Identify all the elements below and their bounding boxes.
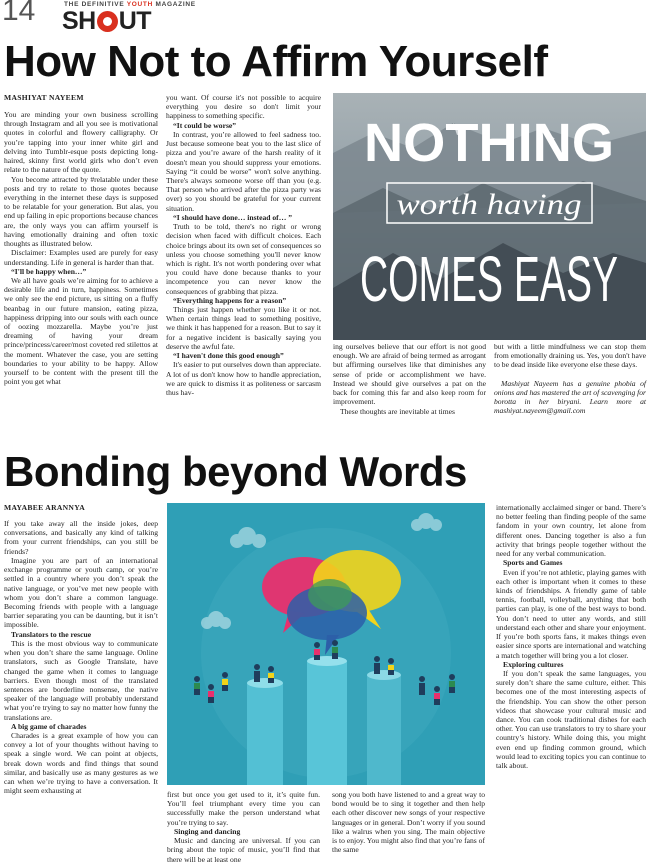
mountain-quote-image <box>333 93 646 340</box>
paragraph: ing ourselves believe that our effort is not good enough. We are afraid of being termed as arrogant but affirming ourselves like that diminishes any sense of pride or accomplishment we have. Instead we should give ourselves a pat on the back for coming this far and also keep room for improvement. <box>333 342 486 407</box>
article1-title: How Not to Affirm Yourself <box>4 37 548 86</box>
image-quote-line1: NOTHING <box>364 113 614 173</box>
paragraph: but with a little mindfulness we can stop them from emotionally draining us. Yes, you don't have to be dead inside like everyone else these days. <box>494 342 646 370</box>
paragraph: It's easier to put ourselves down than appreciate. A lot of us don't know how to handle appreciation, we are quick to dismiss it as politeness or sarcasm thus hav- <box>166 360 321 397</box>
magazine-tagline: THE DEFINITIVE YOUTH MAGAZINE <box>64 1 196 8</box>
paragraph: Music and dancing are universal. If you can bring about the topic of music, you’ll find that there will be at least one <box>167 836 320 864</box>
paragraph: Disclaimer: Examples used are purely for easy understanding. Life in general is harder than that. <box>4 248 158 267</box>
article1-image <box>333 93 646 340</box>
paragraph: In contrast, you’re allowed to feel sadness too. Just because someone beat you to the last slice of pizza and you’re aware of the harsh reality of it doesn't mean you should suppress your emotions. Saying “it could be worse” won't solve anything. There's always someone worse off than you (e.g. That person who arrived after the pizza party was over) so you should be grateful for your current situation. <box>166 129 321 213</box>
article1-col2 <box>166 93 321 435</box>
paragraph: Things just happen whether you like it or not. When certain things lead to something positive, we think it has happened for a reason. But to say it for a negative incident is basically saying you deserve the awful fate. <box>166 305 321 351</box>
subheading: “I'll be happy when…” <box>11 266 87 276</box>
logo-target-icon <box>97 11 118 32</box>
article2-title: Bonding beyond Words <box>4 448 467 495</box>
speech-bubbles-people-illustration <box>167 503 485 785</box>
paragraph: Even if you’re not athletic, playing games with each other is important when it comes to these kinds of friendships. A friendly game of table tennis, football, volleyball, anything that both parties can play, is one of the best ways to bond. You don’t need to utter any words, and still understand each other and share your enjoyment. If you’re both sports fans, it makes things even easier since sports are international and watching a match together will bring you a lot closer. <box>496 567 646 660</box>
article1-col1 <box>4 110 158 435</box>
article2-image <box>167 503 485 785</box>
magazine-logo: SH UT <box>62 6 152 35</box>
subheading: “Everything happens for a reason” <box>173 295 287 305</box>
paragraph: internationally acclaimed singer or band. There’s no better feeling than finding people of the same fandom in your own country, let alone from different ones. Dancing together is also a fun activity that brings people together without the need for any verbal communication. <box>496 503 646 559</box>
paragraph: If you take away all the inside jokes, deep conversations, and basically any kind of talking from your current friendships, can you still be friends? <box>4 519 158 556</box>
subheading: Exploring cultures <box>503 659 564 669</box>
article2-col1 <box>4 519 158 844</box>
article2-col2 <box>167 790 320 864</box>
paragraph: You become attracted by #relatable under these posts and try to relate to those quotes because everything in the internet these days is supposed to be relatable for your generation. But alas, you end up failing in epic proportions because chances are, the only ways you can affirm yourself is having emotionally draining and often toxic thoughts as illustrated below. <box>4 174 158 249</box>
paragraph: Imagine you are part of an international exchange programme or youth camp, or you’re settled in a country where you don’t speak the native language, or you’ve met new people with whom you don’t share a common language. Becoming friends with people with a language barrier separating you can be daunting, but it isn’t impossible. <box>4 555 158 630</box>
paragraph: These thoughts are inevitable at times <box>340 406 455 416</box>
page-number: 14 <box>2 0 36 27</box>
paragraph: first but once you get used to it, it’s quite fun. You’ll feel triumphant every time you can successfully make the person understand what you’re trying to say. <box>167 790 320 827</box>
image-quote-line3: COMES EASY <box>360 243 618 315</box>
article1-col3 <box>333 342 486 437</box>
subheading: Sports and Games <box>503 558 563 568</box>
article2-col3 <box>332 790 485 855</box>
subheading: Singing and dancing <box>174 826 241 836</box>
image-quote-line2: worth having <box>396 188 582 221</box>
paragraph: We all have goals we’re aiming for to achieve a desirable life and in turn, happiness. Sometimes we only see the end picture, us sitting on a fluffy beanbag in our future mansion, eating pizza, happiness dripping into our souls with each ounce of oozing mozzarella. Maybe you’re just dreaming of having your dream prince/princess/career/most coveted red stilettos at the moment. Whatever the case, you are setting boundaries to your ability to be happy. Allow yourself to be content with the present till the point you get what <box>4 275 158 387</box>
article1-col4 <box>494 342 646 437</box>
paragraph: you want. Of course it's not possible to acquire everything you desire so don't limit your happiness to something specific. <box>166 93 321 121</box>
paragraph: You are minding your own business scrolling through Instagram and all you see is motivational quotes in colorful and flowery calligraphy. Or you’re tapping into your inner white girl and delving into Tumblr-esque posts depicting long-haired, skinny first world girls who don’t even relate to the nature of the quote. <box>4 110 158 175</box>
subheading: “It could be worse” <box>173 120 237 130</box>
article2-col4 <box>496 503 646 844</box>
subheading: Translators to the rescue <box>11 629 92 639</box>
article2-byline: MAYABEE ARANNYA <box>4 503 86 512</box>
paragraph: song you both have listened to and a great way to bond would be to sing it together and then help each other discover new songs of your respective languages or in general. Don’t worry if you sound like a walrus when you sing. The main objective is to enjoy. You might also find that you’re fans of the same <box>332 790 485 855</box>
paragraph: Truth to be told, there's no right or wrong decision when faced with difficult choices. Each choice brings about its own set of consequences so unless you choose something you'll never know which is right. It's not worth pondering over what you could have done because thanks to your incompetence you can never know the consequences of grabbing that pizza. <box>166 222 321 296</box>
subheading: “I should have done… instead of… ” <box>173 212 292 222</box>
subheading: A big game of charades <box>11 721 87 731</box>
paragraph: Charades is a great example of how you can convey a lot of your thoughts without having to speak a single word. We can point at objects, break down words and find things that sound similar, and basically use as many gestures as we can when we’re trying to have a conversation. It might seem exhausting at <box>4 731 158 796</box>
paragraph: This is the most obvious way to communicate when you don’t share the same language. Online translators, such as Google Translate, have changed the game when it comes to language barriers. Even though most of the translated sentences are borderline nonsense, the native speaker of the language will probably understand what you’re trying to say no matter how funny the translations are. <box>4 638 158 722</box>
author-bio: Mashiyat Nayeem has a genuine phobia of onions and has mastered the art of scavenging for borotta in her biryani. Learn more at mashiyat.nayeem@gmail.com <box>494 378 647 416</box>
article1-byline: MASHIYAT NAYEEM <box>4 93 84 102</box>
subheading: “I haven't done this good enough” <box>173 351 284 361</box>
paragraph: If you don’t speak the same languages, you surely don’t share the same culture, either. This becomes one of the most interesting aspects of the friendship. You can show the other person videos that showcase your cultural music and dance. You can cook traditional dishes for each other. You can use translators to try to share your country’s history. While doing this, you might even end up finding common ground, which would lead to exciting topics you can continue to talk about. <box>496 668 646 771</box>
